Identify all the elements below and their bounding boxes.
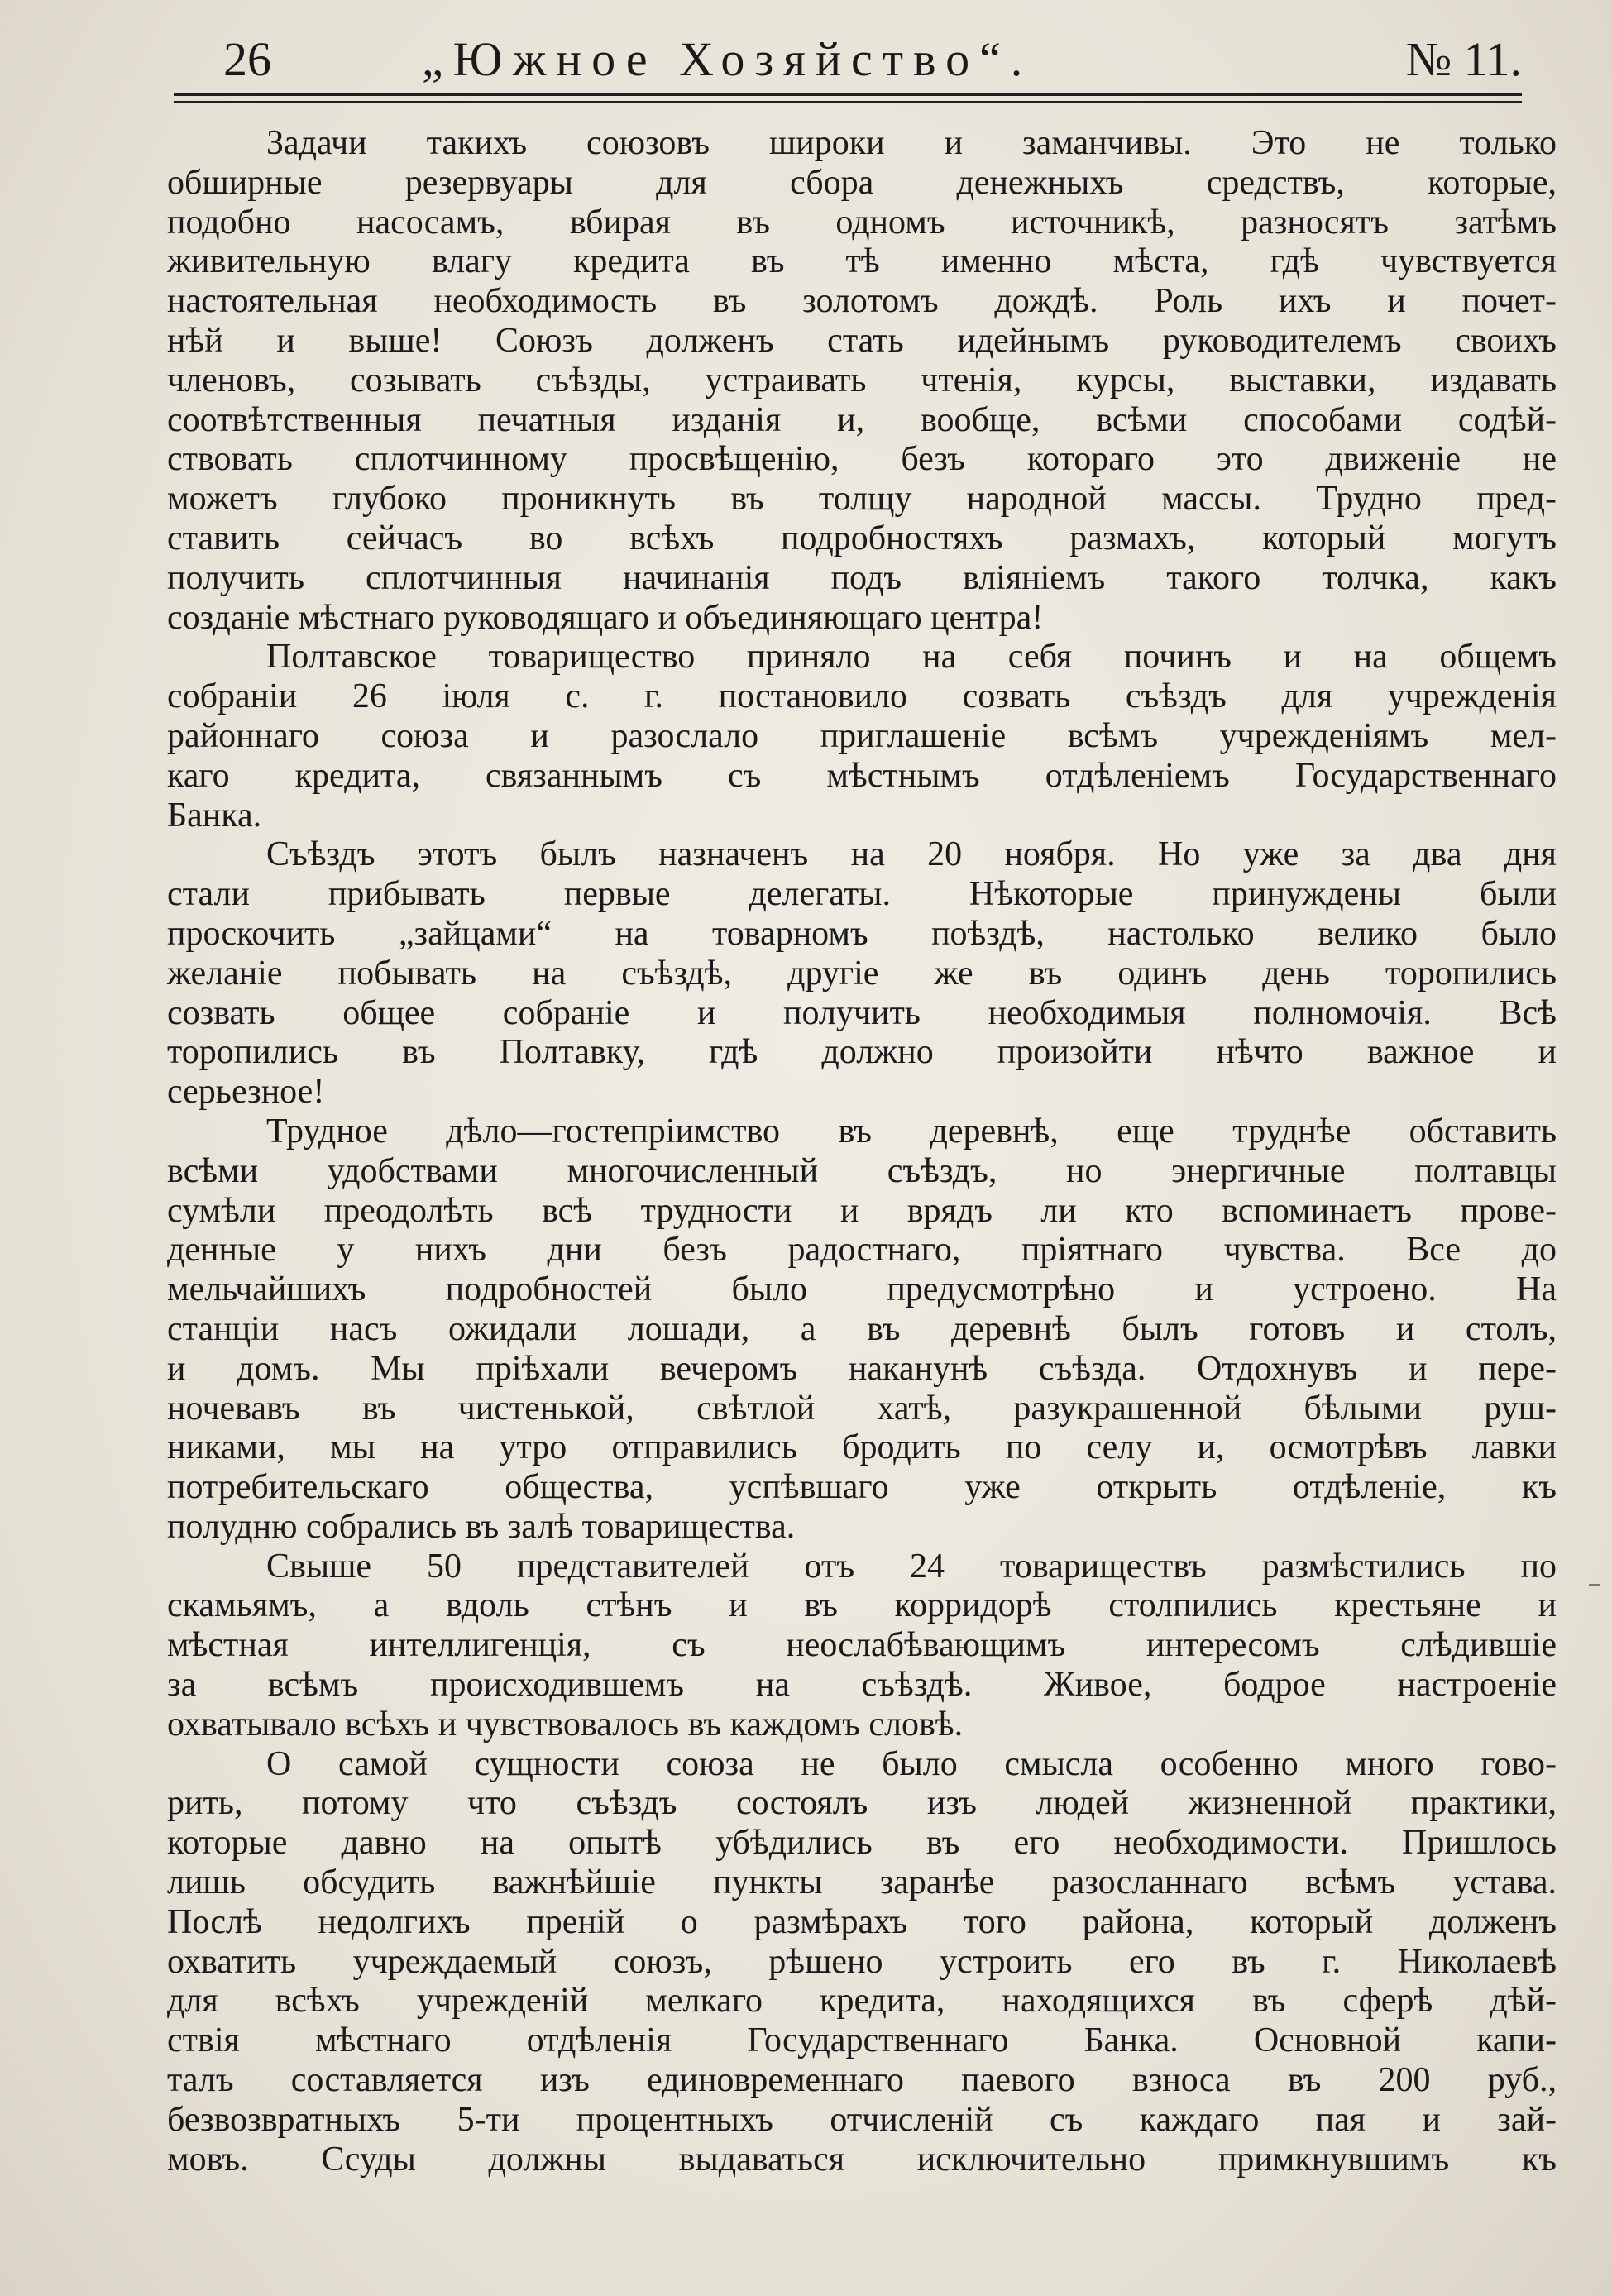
text-line: Трудное дѣло—гостепріимство въ деревнѣ, еще труднѣе обставить xyxy=(266,1112,1557,1150)
text-line: серьезное! xyxy=(167,1073,325,1112)
text-line: нѣй и выше! Союзъ долженъ стать идейнымъ руководителемъ своихъ xyxy=(167,321,1557,360)
text-line: стали прибывать первые делегаты. Нѣкоторые принуждены были xyxy=(167,875,1557,914)
margin-mark xyxy=(1589,1584,1600,1586)
header-rule xyxy=(174,93,1522,96)
text-line: всѣми удобствами многочисленный съѣздъ, но энергичные полтавцы xyxy=(167,1151,1557,1190)
text-line: которые давно на опытѣ убѣдились въ его необходимости. Пришлось xyxy=(167,1824,1557,1863)
text-line: ствовать сплотчинному просвѣщенію, безъ котораго это движеніе не xyxy=(167,440,1557,479)
text-line: рить, потому что съѣздъ состоялъ изъ людей жизненной практики, xyxy=(167,1784,1557,1823)
text-line: торопились въ Полтавку, гдѣ должно произойти нѣчто важное и xyxy=(167,1033,1557,1072)
page-number: 26 xyxy=(223,32,271,86)
text-line: Задачи такихъ союзовъ широки и заманчивы. Это не только xyxy=(266,124,1557,162)
text-line: Свыше 50 представителей отъ 24 товариществъ размѣстились по xyxy=(266,1547,1557,1586)
text-line: станціи насъ ожидали лошади, а въ деревнѣ былъ готовъ и столъ, xyxy=(167,1309,1557,1348)
text-line: можетъ глубоко проникнуть въ толщу народной массы. Трудно пред- xyxy=(167,480,1557,519)
text-line: О самой сущности союза не было смысла особенно много гово- xyxy=(266,1744,1557,1783)
text-line: сумѣли преодолѣть всѣ трудности и врядъ ли кто вспоминаетъ прове- xyxy=(167,1191,1557,1230)
text-line: мѣстная интеллигенція, съ неослабѣвающимъ интересомъ слѣдившіе xyxy=(167,1626,1557,1665)
header-rule-thin xyxy=(174,101,1522,103)
article-body xyxy=(167,124,1557,2179)
journal-title: „Южное Хозяйство“. xyxy=(422,32,1033,86)
issue-number: № 11. xyxy=(1405,32,1522,86)
text-line: Полтавское товарищество приняло на себя починъ и на общемъ xyxy=(266,638,1557,677)
text-line: никами, мы на утро отправились бродить по селу и, осмотрѣвъ лавки xyxy=(167,1428,1557,1467)
text-line: подобно насосамъ, вбирая въ одномъ источникѣ, разносятъ затѣмъ xyxy=(167,203,1557,242)
text-line: потребительскаго общества, успѣвшаго уже открыть отдѣленіе, къ xyxy=(167,1468,1557,1507)
text-line: мельчайшихъ подробностей было предусмотрѣно и устроено. На xyxy=(167,1270,1557,1309)
text-line: охватывало всѣхъ и чувствовалось въ каждомъ словѣ. xyxy=(167,1705,964,1744)
text-line: безвозвратныхъ 5-ти процентныхъ отчисленій съ каждаго пая и зай- xyxy=(167,2100,1557,2139)
text-line: членовъ, созывать съѣзды, устраивать чтенія, курсы, выставки, издавать xyxy=(167,361,1557,399)
text-line: живительную влагу кредита въ тѣ именно мѣста, гдѣ чувствуется xyxy=(167,242,1557,281)
text-line: за всѣмъ происходившемъ на съѣздѣ. Живое, бодрое настроеніе xyxy=(167,1666,1557,1705)
text-line: ночевавъ въ чистенькой, свѣтлой хатѣ, разукрашенной бѣлыми руш- xyxy=(167,1389,1557,1428)
text-line: обширные резервуары для сбора денежныхъ средствъ, которые, xyxy=(167,163,1557,202)
text-line: проскочить „зайцами“ на товарномъ поѣздѣ, настолько велико было xyxy=(167,914,1557,953)
text-line: Банка. xyxy=(167,796,262,835)
text-line: получить сплотчинныя начинанія подъ вліяніемъ такого толчка, какъ xyxy=(167,558,1557,597)
text-line: мовъ. Ссуды должны выдаваться исключительно примкнувшимъ къ xyxy=(167,2140,1557,2179)
text-line: и домъ. Мы пріѣхали вечеромъ наканунѣ съѣзда. Отдохнувъ и пере- xyxy=(167,1349,1557,1388)
text-line: скамьямъ, а вдоль стѣнъ и въ корридорѣ столпились крестьяне и xyxy=(167,1586,1557,1625)
text-line: Послѣ недолгихъ преній о размѣрахъ того района, который долженъ xyxy=(167,1902,1557,1941)
text-line: настоятельная необходимость въ золотомъ дождѣ. Роль ихъ и почет- xyxy=(167,282,1557,321)
text-line: созданіе мѣстнаго руководящаго и объединяющаго центра! xyxy=(167,598,1044,637)
running-header xyxy=(165,31,1522,98)
text-line: ствія мѣстнаго отдѣленія Государственнаго Банка. Основной капи- xyxy=(167,2021,1557,2060)
text-line: желаніе побывать на съѣздѣ, другіе же въ одинъ день торопились xyxy=(167,954,1557,993)
text-line: ставить сейчасъ во всѣхъ подробностяхъ размахъ, который могутъ xyxy=(167,519,1557,557)
text-line: денные у нихъ дни безъ радостнаго, пріятнаго чувства. Все до xyxy=(167,1231,1557,1270)
text-line: полудню собрались въ залѣ товарищества. xyxy=(167,1507,796,1546)
text-line: для всѣхъ учрежденій мелкаго кредита, находящихся въ сферѣ дѣй- xyxy=(167,1982,1557,2021)
text-line: лишь обсудить важнѣйшіе пункты заранѣе разосланнаго всѣмъ устава. xyxy=(167,1863,1557,1902)
text-line: соотвѣтственныя печатныя изданія и, вообще, всѣми способами содѣй- xyxy=(167,400,1557,439)
text-line: районнаго союза и разослало приглашеніе всѣмъ учрежденіямъ мел- xyxy=(167,716,1557,755)
text-line: созвать общее собраніе и получить необходимыя полномочія. Всѣ xyxy=(167,993,1557,1032)
text-line: собраніи 26 іюля с. г. постановило созвать съѣздъ для учрежденія xyxy=(167,677,1557,716)
text-line: охватить учреждаемый союзъ, рѣшено устроить его въ г. Николаевѣ xyxy=(167,1942,1557,1981)
text-line: каго кредита, связаннымъ съ мѣстнымъ отдѣленіемъ Государственнаго xyxy=(167,756,1557,795)
text-line: Съѣздъ этотъ былъ назначенъ на 20 ноября. Но уже за два дня xyxy=(266,835,1557,874)
text-line: талъ составляется изъ единовременнаго паевого взноса въ 200 руб., xyxy=(167,2061,1557,2100)
